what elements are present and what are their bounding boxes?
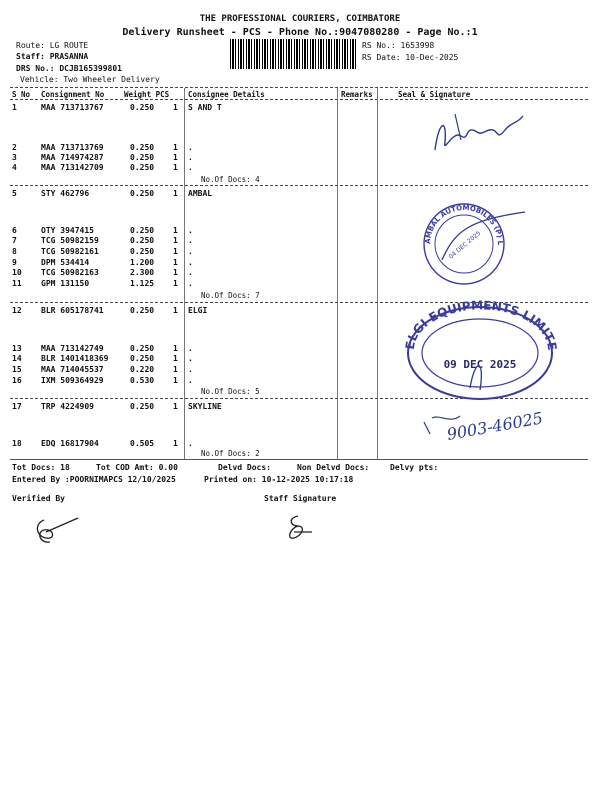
- row-pcs: 1: [173, 306, 178, 315]
- row-weight: 0.250: [130, 247, 155, 256]
- delivered-docs: Delvd Docs:: [218, 463, 271, 472]
- col-remarks: Remarks: [341, 90, 373, 99]
- elgi-company-stamp: [395, 287, 560, 408]
- row-pcs: 1: [173, 344, 178, 353]
- row-consignment: TRP 4224909: [41, 402, 94, 411]
- row-pcs: 1: [173, 103, 178, 112]
- row-consignment: IXM 509364929: [41, 376, 104, 385]
- rs-date: RS Date: 10-Dec-2025: [362, 53, 459, 62]
- signature-scribble: [425, 110, 535, 160]
- row-sno: 17: [12, 402, 22, 411]
- table-top-rule: [10, 87, 588, 88]
- col-weight-pcs: Weight PCS: [124, 90, 170, 99]
- row-pcs: 1: [173, 247, 178, 256]
- docs-count: No.Of Docs: 5: [201, 387, 260, 396]
- barcode-graphic: [230, 39, 358, 69]
- row-weight: 2.300: [130, 268, 155, 277]
- row-consignment: MAA 713713767: [41, 103, 104, 112]
- row-sno: 1: [12, 103, 17, 112]
- row-weight: 0.250: [130, 354, 155, 363]
- row-weight: 0.250: [130, 103, 155, 112]
- consignee-name: S AND T: [188, 103, 222, 112]
- row-weight: 0.250: [130, 153, 155, 162]
- row-dot: .: [188, 163, 193, 172]
- row-consignment: BLR 605178741: [41, 306, 104, 315]
- row-dot: .: [188, 279, 193, 288]
- row-consignment: MAA 714045537: [41, 365, 104, 374]
- staff-label: Staff: PRASANNA: [16, 52, 89, 61]
- row-sno: 4: [12, 163, 17, 172]
- rs-number: RS No.: 1653998: [362, 41, 435, 50]
- row-sno: 9: [12, 258, 17, 267]
- row-dot: .: [188, 268, 193, 277]
- row-pcs: 1: [173, 236, 178, 245]
- row-consignment: EDQ 16817904: [41, 439, 99, 448]
- group-rule: [10, 185, 588, 186]
- row-weight: 0.250: [130, 402, 155, 411]
- row-sno: 16: [12, 376, 22, 385]
- ambal-stamp-text: AMBAL AUTOMOBILES (P) LTD: [417, 194, 505, 245]
- row-pcs: 1: [173, 365, 178, 374]
- col-divider: [377, 88, 378, 460]
- row-sno: 6: [12, 226, 17, 235]
- staff-signature-mark: [282, 512, 322, 544]
- vehicle-label: Vehicle: Two Wheeler Delivery: [20, 75, 160, 84]
- ambal-company-stamp: [417, 194, 530, 290]
- verified-by-signature: [30, 512, 90, 548]
- row-dot: .: [188, 354, 193, 363]
- col-divider: [337, 88, 338, 460]
- row-dot: .: [188, 439, 193, 448]
- ambal-stamp-date: 04 DEC 2025: [447, 229, 483, 261]
- row-consignment: TCG 50982159: [41, 236, 99, 245]
- row-dot: .: [188, 143, 193, 152]
- row-consignment: MAA 713142709: [41, 163, 104, 172]
- row-pcs: 1: [173, 376, 178, 385]
- row-weight: 1.125: [130, 279, 155, 288]
- row-weight: 0.250: [130, 344, 155, 353]
- row-dot: .: [188, 258, 193, 267]
- handwritten-note: [420, 404, 595, 449]
- runsheet-subtitle: Delivery Runsheet - PCS - Phone No.:9047080280 - Page No.:1: [122, 27, 478, 38]
- col-divider: [184, 88, 185, 460]
- row-pcs: 1: [173, 153, 178, 162]
- row-sno: 8: [12, 247, 17, 256]
- consignee-name: SKYLINE: [188, 402, 222, 411]
- row-dot: .: [188, 365, 193, 374]
- row-consignment: STY 462796: [41, 189, 90, 198]
- row-weight: 0.505: [130, 439, 155, 448]
- drs-number: DRS No.: DCJB165399801: [16, 64, 122, 73]
- col-seal-signature: Seal & Signature: [398, 90, 471, 99]
- staff-signature-label: Staff Signature: [264, 494, 337, 503]
- entered-by: Entered By :POORNIMAPCS 12/10/2025: [12, 475, 176, 484]
- row-consignment: MAA 714974287: [41, 153, 104, 162]
- row-pcs: 1: [173, 143, 178, 152]
- route-label: Route: LG ROUTE: [16, 41, 89, 50]
- delivery-points: Delvy pts:: [390, 463, 439, 472]
- company-title: THE PROFESSIONAL COURIERS, COIMBATORE: [199, 14, 401, 24]
- row-dot: .: [188, 153, 193, 162]
- printed-on: Printed on: 10-12-2025 10:17:18: [204, 475, 354, 484]
- total-cod: Tot COD Amt: 0.00: [96, 463, 178, 472]
- row-weight: 0.250: [130, 163, 155, 172]
- row-sno: 11: [12, 279, 22, 288]
- row-sno: 5: [12, 189, 17, 198]
- row-sno: 13: [12, 344, 22, 353]
- row-consignment: TCG 50982163: [41, 268, 99, 277]
- row-sno: 7: [12, 236, 17, 245]
- row-pcs: 1: [173, 258, 178, 267]
- docs-count: No.Of Docs: 7: [201, 291, 260, 300]
- row-consignment: MAA 713142749: [41, 344, 104, 353]
- svg-text:AMBAL AUTOMOBILES (P) LTD: [417, 194, 504, 246]
- consignee-name: ELGI: [188, 306, 208, 315]
- row-dot: .: [188, 376, 193, 385]
- row-dot: .: [188, 247, 193, 256]
- consignee-name: AMBAL: [188, 189, 213, 198]
- row-weight: 0.250: [130, 236, 155, 245]
- row-sno: 18: [12, 439, 22, 448]
- col-sno: S No: [12, 90, 31, 99]
- row-sno: 12: [12, 306, 22, 315]
- row-pcs: 1: [173, 354, 178, 363]
- row-pcs: 1: [173, 439, 178, 448]
- col-consignee: Consignee Details: [188, 90, 265, 99]
- verified-by-label: Verified By: [12, 494, 65, 503]
- row-consignment: BLR 1401418369: [41, 354, 109, 363]
- handwritten-phone: 9003-46025: [445, 408, 545, 444]
- row-sno: 2: [12, 143, 17, 152]
- row-consignment: TCG 50982161: [41, 247, 99, 256]
- row-sno: 14: [12, 354, 22, 363]
- row-consignment: DPM 534414: [41, 258, 90, 267]
- row-pcs: 1: [173, 189, 178, 198]
- table-bottom-rule: [10, 459, 588, 460]
- row-dot: .: [188, 344, 193, 353]
- row-weight: 0.220: [130, 365, 155, 374]
- row-sno: 15: [12, 365, 22, 374]
- row-weight: 1.200: [130, 258, 155, 267]
- row-weight: 0.530: [130, 376, 155, 385]
- row-dot: .: [188, 236, 193, 245]
- total-docs: Tot Docs: 18: [12, 463, 70, 472]
- table-header-rule: [10, 99, 588, 100]
- row-pcs: 1: [173, 163, 178, 172]
- elgi-stamp-text: ELGI EQUIPMENTS LIMITED: [395, 287, 560, 352]
- row-dot: .: [188, 226, 193, 235]
- docs-count: No.Of Docs: 2: [201, 449, 260, 458]
- row-sno: 3: [12, 153, 17, 162]
- row-pcs: 1: [173, 279, 178, 288]
- row-consignment: MAA 713713769: [41, 143, 104, 152]
- row-weight: 0.250: [130, 189, 155, 198]
- row-weight: 0.250: [130, 226, 155, 235]
- row-weight: 0.250: [130, 306, 155, 315]
- col-consignment: Consignment No: [41, 90, 105, 99]
- row-consignment: GPM 131150: [41, 279, 90, 288]
- row-pcs: 1: [173, 226, 178, 235]
- non-delivered-docs: Non Delvd Docs:: [297, 463, 370, 472]
- row-consignment: OTY 3947415: [41, 226, 94, 235]
- elgi-stamp-date: 09 DEC 2025: [443, 358, 517, 371]
- docs-count: No.Of Docs: 4: [201, 175, 260, 184]
- row-pcs: 1: [173, 268, 178, 277]
- row-weight: 0.250: [130, 143, 155, 152]
- row-sno: 10: [12, 268, 22, 277]
- row-pcs: 1: [173, 402, 178, 411]
